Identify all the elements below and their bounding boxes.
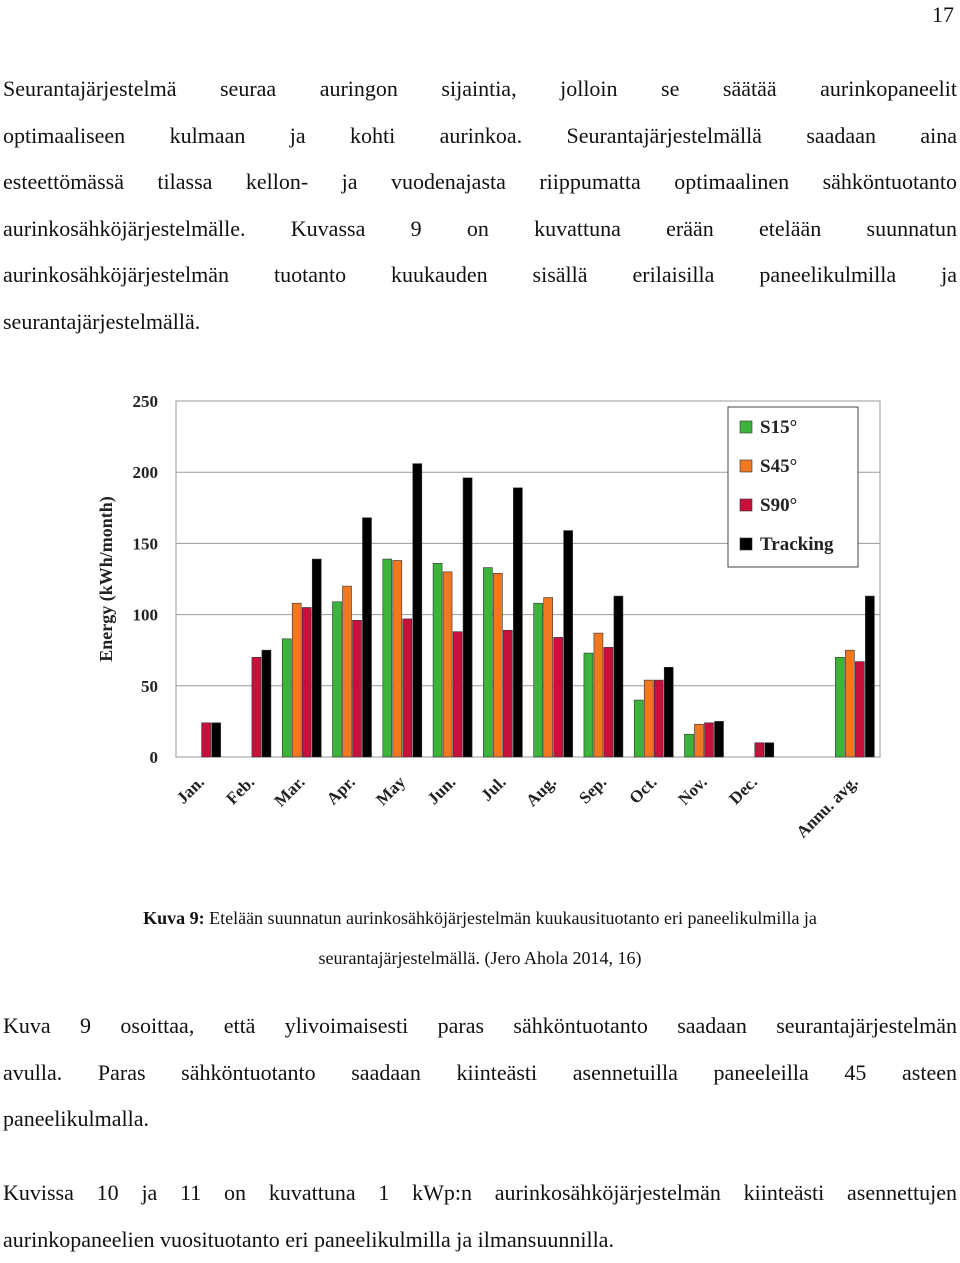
y-tick-label: 0: [149, 748, 158, 767]
bar: [443, 572, 452, 757]
bar: [503, 630, 512, 757]
bar: [765, 743, 774, 757]
y-tick-label: 50: [141, 676, 158, 696]
bar: [513, 488, 522, 757]
text-line: esteettömässä tilassa kellon- ja vuodenajasta riippumatta optimaalinen sähköntuotanto: [3, 169, 957, 195]
y-tick-label: 250: [132, 392, 158, 411]
legend-label: S15°: [760, 417, 798, 438]
y-tick-label: 100: [132, 605, 158, 625]
bar: [654, 680, 663, 757]
bar: [634, 700, 643, 757]
bar: [393, 560, 402, 757]
x-tick-label: Jun.: [423, 772, 460, 809]
figure-caption: [0, 898, 960, 978]
x-tick-label: Feb.: [222, 772, 259, 809]
bar: [493, 573, 502, 757]
legend-swatch: [740, 538, 752, 550]
bar: [685, 734, 694, 757]
x-tick-label: Aug.: [522, 772, 560, 811]
bar: [333, 602, 342, 757]
x-tick-label: May: [372, 772, 410, 810]
page-number: 17: [932, 2, 954, 27]
x-tick-label: Mar.: [270, 772, 309, 811]
bar: [564, 531, 573, 757]
text-line: paneelikulmalla.: [3, 1106, 149, 1132]
bar: [755, 743, 764, 757]
x-tick-label: Nov.: [674, 772, 711, 809]
caption-line-1: [0, 898, 960, 938]
x-tick-label: Jan.: [172, 772, 208, 808]
x-tick-label: Oct.: [625, 772, 661, 808]
bar: [383, 559, 392, 757]
bar: [453, 632, 462, 757]
caption-line-2: seurantajärjestelmällä. (Jero Ahola 2014, 16): [318, 948, 642, 968]
bar: [554, 637, 563, 757]
bar: [302, 607, 311, 757]
text-line: optimaaliseen kulmaan ja kohti aurinkoa. Seurantajärjestelmällä saadaan aina: [3, 122, 957, 148]
bar: [202, 723, 211, 757]
x-tick-label: Jul.: [477, 772, 510, 805]
bar: [594, 633, 603, 757]
bar: [433, 563, 442, 757]
paragraph-1: [3, 66, 957, 346]
text-line: aurinkosähköjärjestelmän tuotanto kuukauden sisällä erilaisilla paneelikulmilla ja: [3, 262, 957, 288]
bar: [584, 653, 593, 757]
bar: [483, 568, 492, 757]
legend-swatch: [740, 421, 752, 433]
bar: [705, 723, 714, 757]
text-line: aurinkopaneelien vuosituotanto eri paneelikulmilla ja ilmansuunnilla.: [3, 1226, 614, 1252]
text-line: Kuvissa 10 ja 11 on kuvattuna 1 kWp:n aurinkosähköjärjestelmän kiinteästi asennettujen: [3, 1180, 957, 1205]
bar: [695, 724, 704, 757]
bar: [845, 650, 854, 757]
x-tick-label: Annu. avg.: [792, 772, 862, 842]
bar: [252, 657, 261, 757]
caption-text: Etelään suunnatun aurinkosähköjärjestelmän kuukausituotanto eri paneelikulmilla ja: [204, 908, 817, 928]
bar: [715, 721, 724, 757]
bar: [212, 723, 221, 757]
bar: [282, 639, 291, 757]
y-tick-label: 200: [132, 463, 158, 483]
text-line: avulla. Paras sähköntuotanto saadaan kiinteästi asennetuilla paneeleilla 45 asteen: [3, 1059, 957, 1085]
bar: [544, 598, 553, 757]
bar: [865, 596, 874, 757]
bar: [534, 603, 543, 757]
energy-bar-chart: [90, 385, 890, 865]
bar: [604, 647, 613, 757]
bar: [614, 596, 623, 757]
legend-swatch: [740, 460, 752, 472]
text-line: aurinkosähköjärjestelmälle. Kuvassa 9 on kuvattuna erään etelään suunnatun: [3, 215, 957, 241]
paragraph-2: [3, 1003, 957, 1143]
text-line: seurantajärjestelmällä.: [3, 308, 201, 334]
bar: [413, 464, 422, 757]
bar: [312, 559, 321, 757]
bar: [353, 620, 362, 757]
bar: [855, 662, 864, 757]
legend-label: S45°: [760, 456, 798, 477]
y-tick-label: 150: [132, 534, 158, 554]
bar: [262, 650, 271, 757]
bar: [835, 657, 844, 757]
caption-label: Kuva 9:: [143, 908, 205, 928]
legend-swatch: [740, 499, 752, 511]
bar: [343, 586, 352, 757]
paragraph-3: [3, 1170, 957, 1263]
bar: [664, 667, 673, 757]
bar: [363, 518, 372, 757]
bar: [403, 619, 412, 757]
x-tick-label: Apr.: [322, 772, 359, 809]
chart-legend: [728, 407, 858, 567]
x-tick-label: Sep.: [575, 772, 611, 808]
bar: [463, 478, 472, 757]
text-line: Seurantajärjestelmä seuraa auringon sijaintia, jolloin se säätää aurinkopaneelit: [3, 76, 957, 101]
y-axis-label: Energy (kWh/month): [96, 496, 116, 662]
bar: [292, 603, 301, 757]
text-line: Kuva 9 osoittaa, että ylivoimaisesti paras sähköntuotanto saadaan seurantajärjestelmän: [3, 1013, 957, 1038]
legend-label: Tracking: [760, 534, 834, 555]
x-tick-label: Dec.: [725, 772, 762, 809]
bar: [644, 680, 653, 757]
legend-label: S90°: [760, 495, 798, 516]
